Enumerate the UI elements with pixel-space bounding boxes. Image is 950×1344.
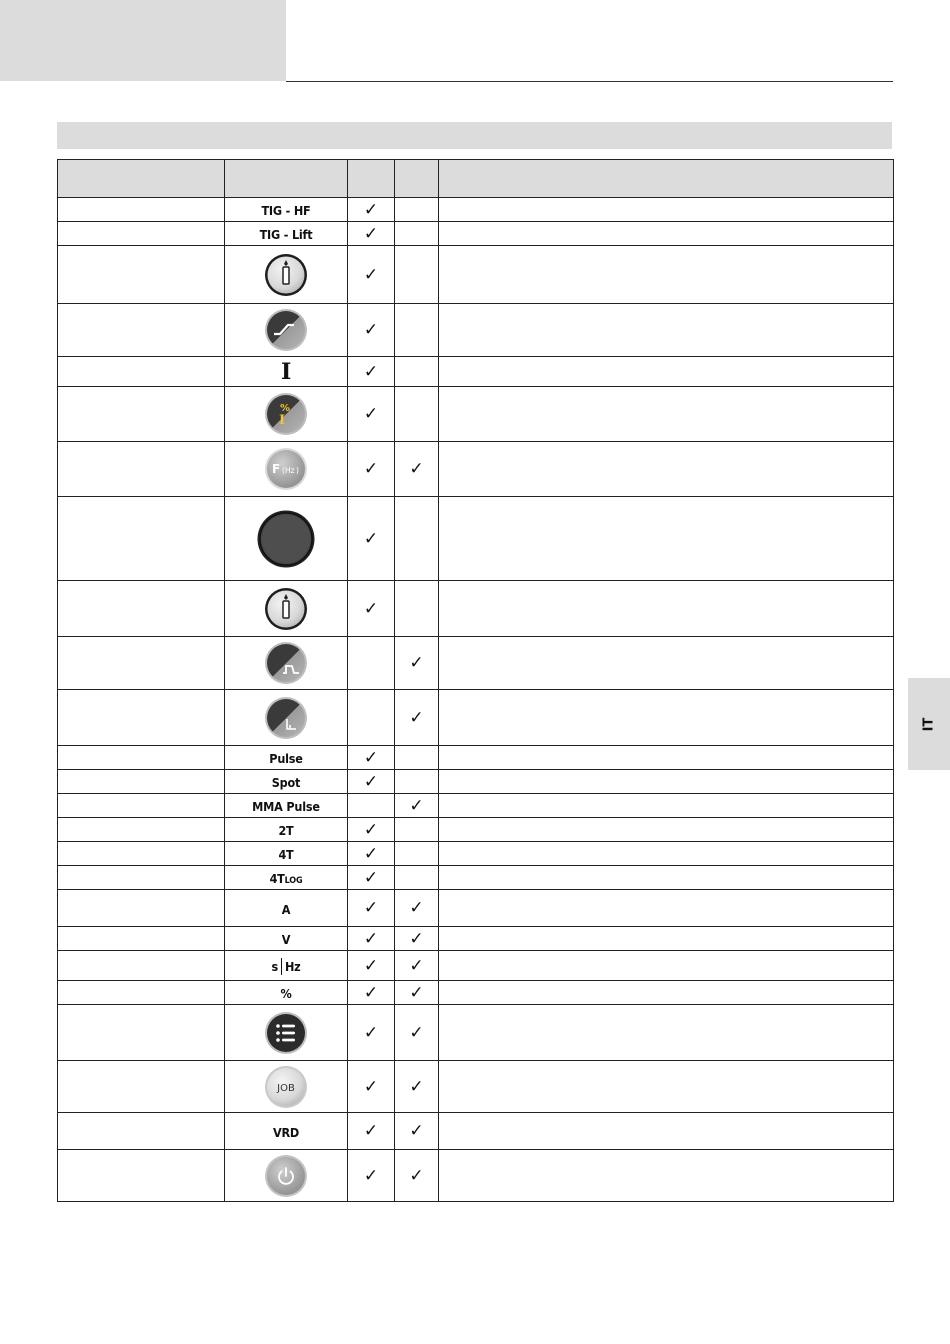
gas-postvalve-icon[interactable] bbox=[263, 586, 309, 632]
mma-check: ✓ bbox=[409, 982, 424, 1003]
tig-check: ✓ bbox=[363, 819, 379, 840]
header-cell bbox=[348, 160, 395, 198]
unit-divider bbox=[281, 958, 282, 975]
table-row bbox=[58, 246, 894, 304]
mma-check: ✓ bbox=[409, 1076, 424, 1097]
symbol-label: A bbox=[281, 901, 291, 917]
tig-check: ✓ bbox=[363, 898, 379, 918]
table-row bbox=[58, 1150, 894, 1202]
table-header-row bbox=[58, 160, 894, 198]
tig-check: ✓ bbox=[363, 199, 379, 220]
tig-check: ✓ bbox=[363, 223, 379, 244]
table-row bbox=[58, 746, 894, 770]
mma-check: ✓ bbox=[409, 1165, 424, 1186]
frequency-icon-unit: Hz bbox=[285, 466, 295, 475]
secondary-current-icon[interactable] bbox=[263, 391, 309, 437]
job-icon-label: JOB bbox=[277, 1082, 295, 1094]
svg-text:%: % bbox=[280, 403, 291, 414]
tig-check: ✓ bbox=[363, 1121, 379, 1141]
table-row bbox=[58, 690, 894, 746]
mma-check: ✓ bbox=[409, 1121, 424, 1141]
hot-start-icon[interactable] bbox=[263, 640, 309, 686]
tig-check: ✓ bbox=[363, 1022, 379, 1043]
symbol-label: MMA Pulse bbox=[252, 799, 320, 814]
upslope-icon[interactable] bbox=[263, 307, 309, 353]
tig-check: ✓ bbox=[363, 982, 379, 1003]
function-table bbox=[57, 159, 894, 1202]
mma-check: ✓ bbox=[409, 653, 424, 673]
svg-text:I: I bbox=[279, 413, 286, 428]
tig-check: ✓ bbox=[363, 459, 379, 479]
table-row bbox=[58, 842, 894, 866]
symbol-label: TIG - HF bbox=[261, 203, 311, 218]
tig-check: ✓ bbox=[363, 1076, 379, 1097]
table-row bbox=[58, 770, 894, 794]
mma-check: ✓ bbox=[409, 1022, 424, 1043]
job-icon[interactable] bbox=[263, 1064, 309, 1110]
header-rule bbox=[286, 81, 893, 82]
svg-text:): ) bbox=[296, 466, 299, 475]
tig-check: ✓ bbox=[363, 747, 379, 768]
table-row bbox=[58, 222, 894, 246]
header-gray-box bbox=[0, 0, 286, 81]
table-row bbox=[58, 198, 894, 222]
header-cell bbox=[58, 160, 225, 198]
symbol-label bbox=[270, 871, 303, 886]
table-row bbox=[58, 1005, 894, 1061]
table-row bbox=[58, 357, 894, 387]
frequency-icon[interactable] bbox=[263, 446, 309, 492]
table-row bbox=[58, 927, 894, 951]
table-row bbox=[58, 981, 894, 1005]
table-row bbox=[58, 794, 894, 818]
symbol-label: I bbox=[280, 358, 292, 385]
power-icon[interactable] bbox=[263, 1153, 309, 1199]
table-row bbox=[58, 818, 894, 842]
symbol-label: Spot bbox=[271, 775, 301, 790]
tig-check: ✓ bbox=[363, 867, 379, 888]
symbol-label: % bbox=[280, 986, 292, 1001]
header-cell bbox=[439, 160, 894, 198]
symbol-label: 2T bbox=[278, 823, 294, 838]
symbol-label bbox=[271, 958, 300, 975]
tig-check: ✓ bbox=[363, 955, 379, 976]
symbol-main: 4T bbox=[269, 871, 285, 886]
tig-check: ✓ bbox=[363, 771, 379, 792]
tig-check: ✓ bbox=[363, 361, 379, 382]
main-knob-icon[interactable] bbox=[256, 509, 316, 569]
menu-icon[interactable] bbox=[263, 1010, 309, 1056]
table-row bbox=[58, 442, 894, 497]
svg-text:(: ( bbox=[282, 466, 285, 475]
mma-check: ✓ bbox=[409, 707, 424, 728]
header-cell bbox=[225, 160, 348, 198]
mma-check: ✓ bbox=[409, 928, 424, 949]
tig-check: ✓ bbox=[363, 528, 379, 549]
mma-check: ✓ bbox=[409, 459, 424, 479]
symbol-label: 4T bbox=[278, 847, 294, 862]
seconds-unit: s bbox=[271, 959, 278, 974]
table-row bbox=[58, 951, 894, 981]
table-row bbox=[58, 1061, 894, 1113]
tig-check: ✓ bbox=[363, 1165, 379, 1186]
tig-check: ✓ bbox=[363, 598, 379, 619]
mma-check: ✓ bbox=[409, 898, 424, 918]
header-cell bbox=[395, 160, 439, 198]
tig-check: ✓ bbox=[363, 404, 379, 424]
hertz-unit: Hz bbox=[284, 959, 301, 974]
table-row bbox=[58, 497, 894, 581]
symbol-label: TIG - Lift bbox=[259, 227, 313, 242]
language-tab[interactable]: IT bbox=[908, 678, 950, 770]
tig-check: ✓ bbox=[363, 843, 379, 864]
symbol-label: V bbox=[281, 932, 291, 947]
table-row bbox=[58, 387, 894, 442]
table-row bbox=[58, 581, 894, 637]
arc-force-icon[interactable] bbox=[263, 695, 309, 741]
table-row bbox=[58, 637, 894, 690]
table-row bbox=[58, 304, 894, 357]
symbol-suffix: LOG bbox=[284, 876, 303, 886]
tig-check: ✓ bbox=[363, 928, 379, 949]
table-row bbox=[58, 890, 894, 927]
mma-check: ✓ bbox=[409, 955, 424, 976]
gas-prevalve-icon[interactable] bbox=[263, 252, 309, 298]
tig-check: ✓ bbox=[363, 320, 379, 340]
symbol-label: VRD bbox=[272, 1124, 300, 1140]
mma-check: ✓ bbox=[409, 795, 424, 816]
table-row bbox=[58, 866, 894, 890]
symbol-label: Pulse bbox=[269, 751, 303, 766]
section-title-bar bbox=[57, 122, 892, 149]
table-row bbox=[58, 1113, 894, 1150]
tig-check: ✓ bbox=[363, 264, 379, 285]
frequency-icon-label: F bbox=[272, 462, 281, 476]
